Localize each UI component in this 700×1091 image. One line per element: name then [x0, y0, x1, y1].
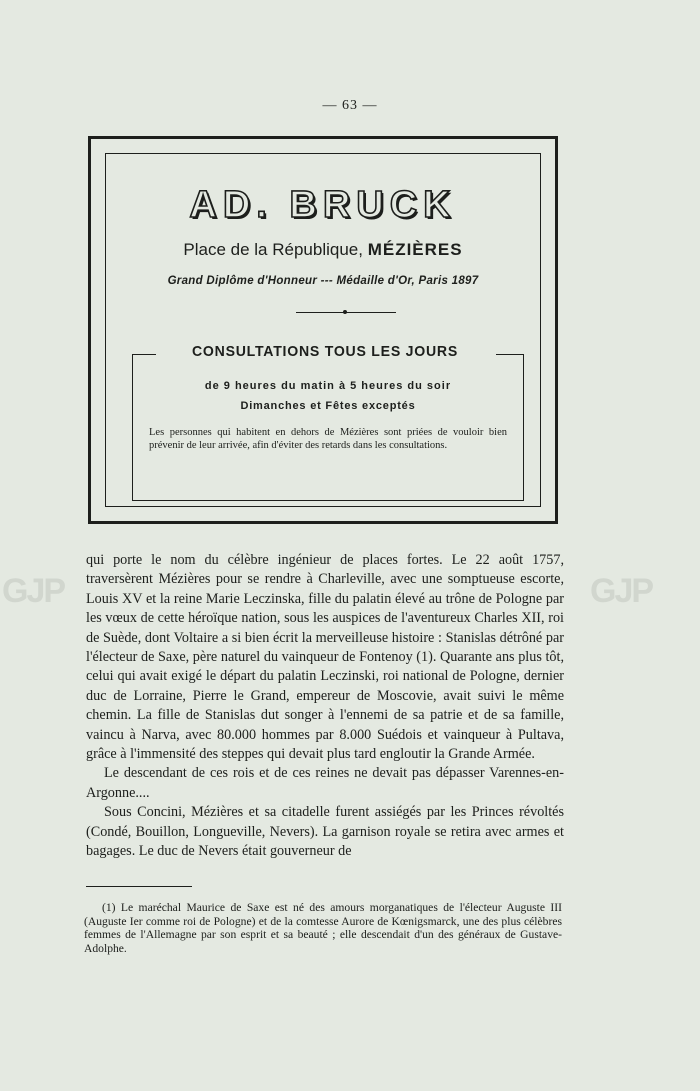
ad-address-prefix: Place de la République,	[183, 240, 363, 259]
body-text	[86, 551, 564, 862]
footnote-separator	[86, 886, 192, 887]
box-top-right-rule	[496, 354, 524, 355]
consultations-hours: de 9 heures du matin à 5 heures du soir	[204, 380, 452, 392]
ad-address	[106, 240, 540, 260]
advertisement-frame	[88, 136, 558, 524]
watermark-left: GJP	[2, 572, 65, 610]
body-paragraph: Le descendant de ces rois et de ces reines ne devait pas dépasser Varennes-en-Argonne....	[86, 765, 564, 801]
page-number: — 63 —	[322, 98, 378, 113]
consultations-closed-days: Dimanches et Fêtes exceptés	[240, 400, 416, 412]
advertisement-inner-frame	[105, 153, 541, 507]
footnote: (1) Le maréchal Maurice de Saxe est né des amours morganatiques de l'électeur Auguste III (Auguste Ier comme roi de Pologne) et de la comtesse Aurore de Kœnigsmarck, une des plus célèbres femmes de l'Allemagne par son esprit et sa beauté ; elle descendait d'un des généraux de Gustave-Adolphe.	[84, 901, 562, 955]
ad-title: AD. BRUCK	[189, 184, 457, 226]
consultations-note: Les personnes qui habitent en dehors de Mézières sont priées de vouloir bien prévenir de leur arrivée, afin d'éviter des retards dans les consultations.	[149, 427, 507, 451]
body-paragraph: Sous Concini, Mézières et sa citadelle furent assiégés par les Princes révoltés (Condé, Bouillon, Longueville, Nevers). La garnison royale se retira avec armes et bagages. Le duc de Nevers était gouverneur de	[86, 804, 564, 860]
box-top-left-rule	[132, 354, 156, 355]
consultations-heading: CONSULTATIONS TOUS LES JOURS	[191, 343, 458, 360]
consultations-box	[132, 343, 524, 501]
ad-address-city: MÉZIÈRES	[367, 240, 463, 259]
body-paragraph: qui porte le nom du célèbre ingénieur de places fortes. Le 22 août 1757, traversèrent Mézières pour se rendre à Charleville, avec une somptueuse escorte, Louis XV et la reine Marie Leczinska, fille du palatin élevé au trône de Pologne par les vœux de cette héroïque nation, sous les auspices de l'aventureux Charles XII, roi de Suède, dont Voltaire a si bien écrit la merveilleuse histoire : Stanislas détrôné par l'électeur de Saxe, père naturel du vainqueur de Fontenoy (1). Quarante ans plus tôt, celui qui avait exigé le départ du palatin Leczinski, roi national de Pologne, dernier duc de Lorraine, Pierre le Grand, empereur de Moscovie, avait suivi le même chemin. La fille de Stanislas dut songer à l'ennemi de sa patrie et de sa famille, vaincu à Narva, avec 80.000 hommes par 8.000 Suédois et vainqueur à Pultava, grâce à l'immensité des steppes qui devait plus tard engloutir la Grande Armée.	[86, 552, 564, 763]
watermark-right: GJP	[590, 572, 653, 610]
ad-divider-ornament	[343, 310, 347, 314]
ad-awards: Grand Diplôme d'Honneur --- Médaille d'Or, Paris 1897	[167, 275, 479, 287]
